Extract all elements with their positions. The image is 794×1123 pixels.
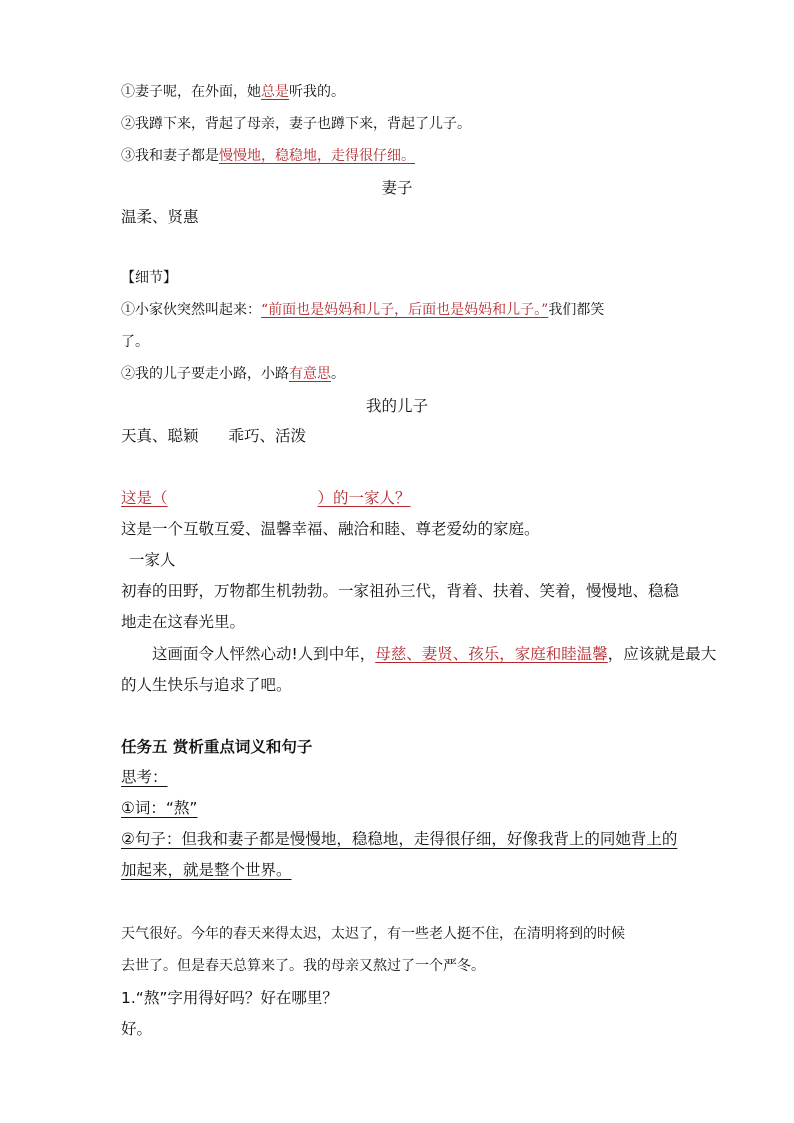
family-para1-line2: 地走在这春光里。 — [121, 613, 246, 631]
passage-line2: 去世了。但是春天总算来了。我的母亲又熬过了一个严冬。 — [121, 958, 485, 974]
son-heading: 我的儿子 — [365, 397, 428, 415]
question-text: ）的一家人？ — [317, 489, 411, 507]
highlight-text: “前面也是妈妈和儿子，后面也是妈妈和儿子。” — [261, 302, 549, 318]
q1-question: 1.“熬”字用得好吗？好在哪里？ — [121, 989, 338, 1007]
quote-text: ②我的儿子要走小路，小路 — [121, 366, 289, 382]
family-para2-line1 — [152, 644, 716, 664]
wife-quote-1 — [121, 82, 345, 102]
highlight-text: 有意思 — [289, 366, 331, 382]
son-traits-a: 天真、聪颖 — [121, 427, 199, 445]
task5-word: ①词：“熬” — [121, 799, 198, 817]
family-answer: 这是一个互敬互爱、温馨幸福、融洽和睦、尊老爱幼的家庭。 — [121, 520, 540, 538]
son-traits — [121, 426, 306, 446]
detail-quote-1 — [121, 300, 604, 320]
quote-text: ①小家伙突然叫起来： — [121, 302, 261, 318]
family-heading: 一家人 — [129, 551, 176, 569]
detail-quote-2 — [121, 364, 345, 384]
question-text: 这是（ — [121, 489, 168, 507]
detail-label: 【细节】 — [121, 270, 177, 286]
q1-answer: 好。 — [121, 1020, 153, 1038]
wife-traits: 温柔、贤惠 — [121, 208, 199, 226]
son-traits-b: 乖巧、活泼 — [228, 427, 307, 445]
task5-sentence-line1: ②句子：但我和妻子都是慢慢地，稳稳地，走得很仔细，好像我背上的同她背上的 — [121, 830, 678, 848]
family-para1-line1: 初春的田野，万物都生机勃勃。一家祖孙三代，背着、扶着、笑着，慢慢地、稳稳 — [121, 582, 680, 600]
highlight-text: 慢慢地，稳稳地，走得很仔细。 — [219, 148, 415, 164]
quote-text: 。 — [331, 366, 345, 382]
detail-quote-1-wrap: 了。 — [121, 334, 149, 350]
family-para2-line2: 的人生快乐与追求了吧。 — [121, 676, 292, 694]
wife-quote-3 — [121, 146, 415, 166]
task5-think: 思考： — [121, 768, 168, 786]
task5-sentence-line2: 加起来，就是整个世界。 — [121, 861, 292, 879]
highlight-text: 总是 — [261, 84, 289, 100]
quote-text: ①妻子呢，在外面，她 — [121, 84, 261, 100]
wife-quote-2: ②我蹲下来，背起了母亲，妻子也蹲下来，背起了儿子。 — [121, 116, 471, 132]
para-text: ，应该就是最大 — [607, 645, 717, 663]
task5-title: 任务五 赏析重点词义和句子 — [121, 738, 313, 756]
highlight-text: 母慈、妻贤、孩乐，家庭和睦温馨 — [375, 645, 608, 663]
para-text: 这画面令人怦然心动!人到中年， — [152, 645, 376, 663]
wife-heading: 妻子 — [381, 179, 413, 197]
family-question — [121, 488, 411, 508]
quote-text: ③我和妻子都是 — [121, 148, 219, 164]
quote-text: 听我的。 — [289, 84, 345, 100]
passage-line1: 天气很好。今年的春天来得太迟，太迟了，有一些老人挺不住，在清明将到的时候 — [121, 926, 625, 942]
quote-text: 我们都笑 — [548, 302, 605, 318]
